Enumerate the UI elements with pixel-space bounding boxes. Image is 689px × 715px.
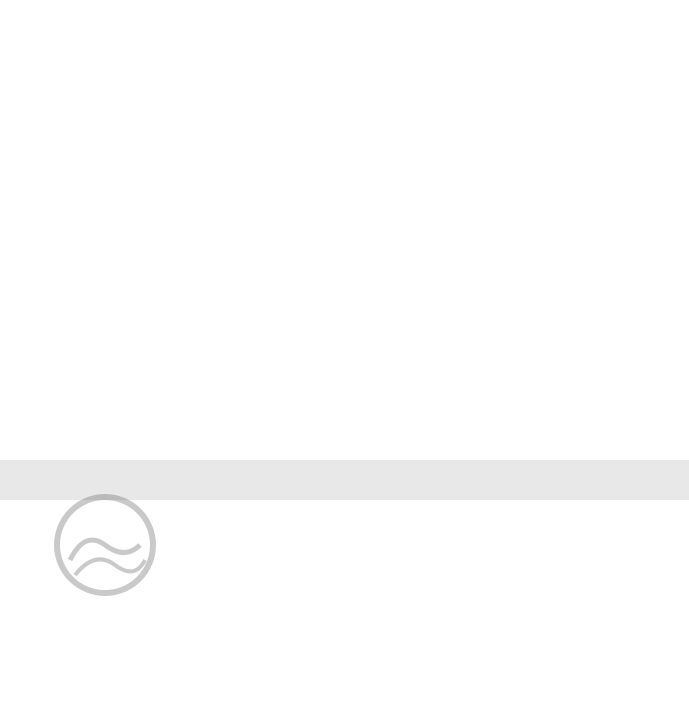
mdeq-logo-icon: [40, 490, 170, 600]
footer-strip: [0, 699, 689, 715]
mdeq-watermark: [40, 490, 170, 650]
